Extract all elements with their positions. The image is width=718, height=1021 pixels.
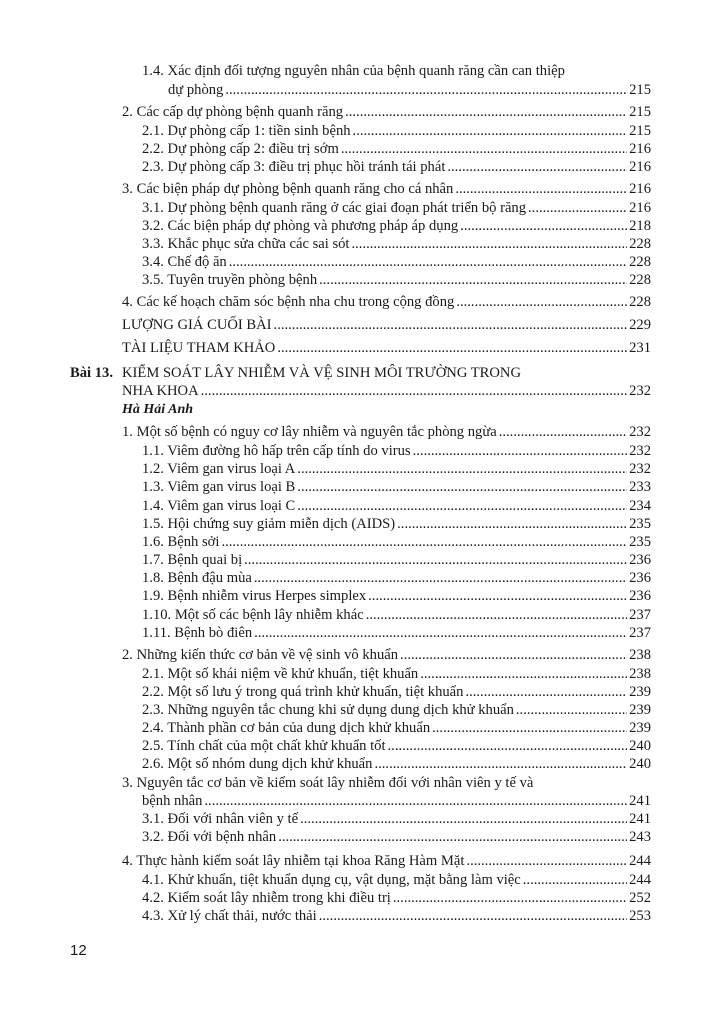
- toc-entry-text: 1.10. Một số các bệnh lây nhiễm khác: [142, 607, 364, 623]
- toc-entry: [142, 551, 651, 570]
- toc-entry-page: 241: [629, 793, 651, 809]
- toc-entry-page: 239: [629, 684, 651, 700]
- toc-entry: [142, 907, 651, 926]
- toc-entry-page: 234: [629, 498, 651, 514]
- toc-entry-page: 232: [629, 461, 651, 477]
- toc-entry: [142, 755, 651, 774]
- toc-entry: [142, 460, 651, 479]
- toc-entry-text: 4.3. Xử lý chất thải, nước thải: [142, 908, 317, 924]
- toc-entry: [142, 737, 651, 756]
- toc-entry-text: 2. Những kiến thức cơ bản về vệ sinh vô khuẩn: [122, 647, 399, 663]
- toc-entry: [142, 828, 651, 847]
- toc-entry: [142, 683, 651, 702]
- toc-entry-page: 240: [629, 738, 651, 754]
- toc-entry-page: 218: [629, 218, 651, 234]
- toc-entry: [122, 852, 651, 871]
- toc-entry-text: LƯỢNG GIÁ CUỐI BÀI: [122, 317, 272, 333]
- chapter-title-cont: NHA KHOA: [122, 383, 199, 399]
- toc-entry-page: 231: [629, 340, 651, 356]
- toc-entry: [142, 587, 651, 606]
- toc-entry: [122, 293, 651, 312]
- toc-entry: [142, 719, 651, 738]
- toc-entry-text: 1.8. Bệnh đậu mùa: [142, 570, 252, 586]
- toc-entry: [122, 339, 651, 358]
- toc-entry-page: 215: [629, 123, 651, 139]
- toc-entry-page: 236: [629, 552, 651, 568]
- toc-entry-page: 238: [629, 666, 651, 682]
- toc-entry: [142, 624, 651, 643]
- toc-entry-page: 228: [629, 254, 651, 270]
- chapter-page: 232: [629, 383, 651, 399]
- chapter-title-row: [122, 382, 651, 401]
- toc-entry: [142, 140, 651, 159]
- toc-entry: [142, 665, 651, 684]
- toc-entry-page: 244: [629, 853, 651, 869]
- toc-entry: [142, 217, 651, 236]
- toc-entry-text: dự phòng: [168, 82, 224, 98]
- toc-entry-page: 228: [629, 236, 651, 252]
- toc-entry-text: TÀI LIỆU THAM KHẢO: [122, 340, 276, 356]
- toc-entry: [168, 81, 651, 100]
- toc-entry-text: 4.1. Khử khuẩn, tiệt khuẩn dụng cụ, vật dụng, mặt bằng làm việc: [142, 872, 521, 888]
- toc-entry-page: 241: [629, 811, 651, 827]
- toc-entry-page: 238: [629, 647, 651, 663]
- toc-entry-page: 216: [629, 200, 651, 216]
- toc-entry-page: 232: [629, 443, 651, 459]
- toc-entry-page: 252: [629, 890, 651, 906]
- toc-entry-page: 235: [629, 534, 651, 550]
- chapter-title: KIỂM SOÁT LÂY NHIỄM VÀ VỆ SINH MÔI TRƯỜNG TRONG: [122, 365, 522, 381]
- toc-entry: [142, 792, 651, 811]
- toc-entry: [142, 271, 651, 290]
- toc-entry-page: 228: [629, 294, 651, 310]
- toc-entry-page: 216: [629, 159, 651, 175]
- toc-entry-page: 243: [629, 829, 651, 845]
- toc-entry-text: 1. Một số bệnh có nguy cơ lây nhiễm và nguyên tắc phòng ngừa: [122, 424, 497, 440]
- toc-entry: [142, 871, 651, 890]
- toc-entry-text: 2.2. Một số lưu ý trong quá trình khử khuẩn, tiệt khuẩn: [142, 684, 464, 700]
- toc-entry: [142, 606, 651, 625]
- toc-entry-text: 2.6. Một số nhóm dung dịch khử khuẩn: [142, 756, 373, 772]
- toc-entry-page: 215: [629, 82, 651, 98]
- toc-entry: [142, 478, 651, 497]
- toc-entry-text: 1.11. Bệnh bò điên: [142, 625, 253, 641]
- toc-entry-text: 3. Các biện pháp dự phòng bệnh quanh răng cho cá nhân: [122, 181, 454, 197]
- toc-entry: [122, 646, 651, 665]
- toc-entry-page: 229: [629, 317, 651, 333]
- toc-entry-text: 3. Nguyên tắc cơ bản về kiểm soát lây nhiễm đối với nhân viên y tế và: [122, 775, 534, 791]
- toc-entry-text: 3.2. Các biện pháp dự phòng và phương pháp áp dụng: [142, 218, 459, 234]
- toc-entry: [142, 122, 651, 141]
- toc-entry-text: 4. Thực hành kiểm soát lây nhiễm tại khoa Răng Hàm Mặt: [122, 853, 465, 869]
- toc-entry: [142, 701, 651, 720]
- toc-entry-page: 236: [629, 570, 651, 586]
- toc-entry-text: 1.6. Bệnh sởi: [142, 534, 220, 550]
- toc-entry: [142, 569, 651, 588]
- toc-entry-text: 3.5. Tuyên truyền phòng bệnh: [142, 272, 318, 288]
- toc-entry: [122, 316, 651, 335]
- toc-entry-text: 1.4. Viêm gan virus loại C: [142, 498, 296, 514]
- toc-entry-page: 216: [629, 141, 651, 157]
- toc-entry-text: 4. Các kế hoạch chăm sóc bệnh nha chu trong cộng đồng: [122, 294, 455, 310]
- toc-entry-text: 1.4. Xác định đối tượng nguyên nhân của bệnh quanh răng cần can thiệp: [142, 63, 565, 79]
- toc-entry: [142, 199, 651, 218]
- toc-entry: [142, 442, 651, 461]
- toc-entry-page: 216: [629, 181, 651, 197]
- toc-entry-text: 3.2. Đối với bệnh nhân: [142, 829, 277, 845]
- toc-entry-text: 3.1. Dự phòng bệnh quanh răng ở các giai đoạn phát triển bộ răng: [142, 200, 527, 216]
- toc-entry-text: 1.2. Viêm gan virus loại A: [142, 461, 296, 477]
- toc-entry-text: 1.7. Bệnh quai bị: [142, 552, 243, 568]
- toc-entry-text: 1.1. Viêm đường hô hấp trên cấp tính do virus: [142, 443, 411, 459]
- toc-entry-text: 4.2. Kiểm soát lây nhiễm trong khi điều trị: [142, 890, 391, 906]
- toc-entry-page: 233: [629, 479, 651, 495]
- toc-entry-text: 2.3. Những nguyên tắc chung khi sử dụng dung dịch khử khuẩn: [142, 702, 514, 718]
- toc-entry-page: 244: [629, 872, 651, 888]
- toc-entry-page: 237: [629, 607, 651, 623]
- toc-entry-page: 240: [629, 756, 651, 772]
- toc-entry: [122, 180, 651, 199]
- toc-entry-page: 228: [629, 272, 651, 288]
- toc-entry-text: 3.4. Chế độ ăn: [142, 254, 227, 270]
- chapter-label: Bài 13.: [70, 365, 113, 381]
- chapter-author: Hà Hải Anh: [122, 402, 194, 417]
- toc-entry-text: 2.3. Dự phòng cấp 3: điều trị phục hồi tránh tái phát: [142, 159, 446, 175]
- toc-entry-page: 237: [629, 625, 651, 641]
- page-number: 12: [70, 942, 87, 959]
- toc-entry-page: 239: [629, 720, 651, 736]
- toc-entry: [142, 810, 651, 829]
- toc-entry-page: 253: [629, 908, 651, 924]
- toc-entry: [122, 423, 651, 442]
- toc-entry: [142, 889, 651, 908]
- toc-entry-text: bệnh nhân: [142, 793, 203, 809]
- toc-entry-page: 239: [629, 702, 651, 718]
- toc-entry-text: 2.5. Tính chất của một chất khử khuẩn tốt: [142, 738, 386, 754]
- toc-entry-text: 3.1. Đối với nhân viên y tế: [142, 811, 299, 827]
- toc-entry-text: 2.1. Một số khái niệm về khử khuẩn, tiệt khuẩn: [142, 666, 419, 682]
- toc-entry: [142, 533, 651, 552]
- toc-entry: [142, 497, 651, 516]
- toc-entry-page: 215: [629, 104, 651, 120]
- toc-entry: [122, 103, 651, 122]
- toc-entry-page: 232: [629, 424, 651, 440]
- toc-entry-page: 236: [629, 588, 651, 604]
- toc-entry: [142, 515, 651, 534]
- toc-entry: [142, 253, 651, 272]
- toc-entry-text: 2.4. Thành phần cơ bản của dung dịch khử khuẩn: [142, 720, 431, 736]
- toc-entry-text: 3.3. Khắc phục sửa chữa các sai sót: [142, 236, 350, 252]
- toc-entry-text: 1.5. Hội chứng suy giảm miễn dịch (AIDS): [142, 516, 396, 532]
- toc-entry: [142, 235, 651, 254]
- toc-entry-text: 2. Các cấp dự phòng bệnh quanh răng: [122, 104, 344, 120]
- toc-entry: [142, 158, 651, 177]
- toc-entry-text: 2.1. Dự phòng cấp 1: tiền sinh bệnh: [142, 123, 351, 139]
- toc-entry-page: 235: [629, 516, 651, 532]
- toc-entry-text: 2.2. Dự phòng cấp 2: điều trị sớm: [142, 141, 339, 157]
- toc-entry-text: 1.9. Bệnh nhiễm virus Herpes simplex: [142, 588, 367, 604]
- toc-entry-text: 1.3. Viêm gan virus loại B: [142, 479, 296, 495]
